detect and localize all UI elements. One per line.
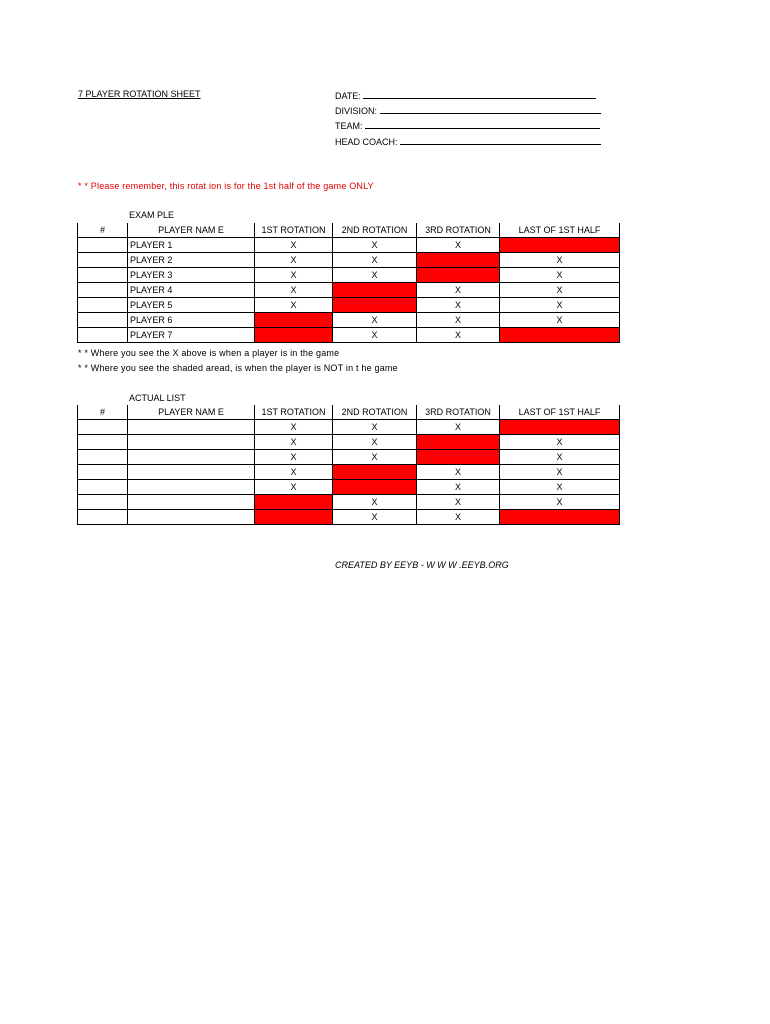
example-number-cell — [78, 283, 128, 298]
example-rotation-cell: X — [333, 268, 417, 283]
example-rotation-cell: X — [500, 313, 620, 328]
example-player-name-cell: PLAYER 3 — [128, 268, 255, 283]
example-rotation-cell: X — [417, 313, 500, 328]
example-column-header: LAST OF 1ST HALF — [500, 223, 620, 238]
example-rotation-cell: X — [417, 283, 500, 298]
actual-shaded-cell — [500, 510, 620, 525]
example-player-name-cell: PLAYER 7 — [128, 328, 255, 343]
actual-column-header: 3RD ROTATION — [417, 405, 500, 420]
actual-rotation-cell: X — [333, 435, 417, 450]
example-number-cell — [78, 313, 128, 328]
team-line[interactable] — [365, 119, 600, 129]
division-field[interactable] — [335, 104, 601, 116]
example-shaded-cell — [417, 268, 500, 283]
example-rotation-cell: X — [255, 298, 333, 313]
actual-number-cell[interactable] — [78, 465, 128, 480]
actual-rotation-cell: X — [333, 450, 417, 465]
head-coach-line[interactable] — [400, 135, 601, 145]
example-player-name-cell: PLAYER 1 — [128, 238, 255, 253]
footer-credit: CREATED BY EEYB - W W W .EEYB.ORG — [335, 560, 509, 570]
division-line[interactable] — [380, 104, 601, 114]
actual-table — [77, 405, 620, 525]
actual-shaded-cell — [255, 495, 333, 510]
example-rotation-cell: X — [333, 313, 417, 328]
actual-shaded-cell — [500, 420, 620, 435]
actual-list-label: ACTUAL LIST — [129, 393, 186, 403]
example-shaded-cell — [500, 328, 620, 343]
example-rotation-cell: X — [417, 328, 500, 343]
date-line[interactable] — [363, 89, 596, 99]
example-number-cell — [78, 268, 128, 283]
example-table-row — [78, 253, 620, 268]
actual-shaded-cell — [333, 480, 417, 495]
actual-table-row — [78, 480, 620, 495]
example-table-row — [78, 298, 620, 313]
actual-number-cell[interactable] — [78, 510, 128, 525]
actual-table-row — [78, 465, 620, 480]
example-rotation-cell: X — [255, 283, 333, 298]
example-table-row — [78, 313, 620, 328]
actual-number-cell[interactable] — [78, 435, 128, 450]
actual-column-header: # — [78, 405, 128, 420]
actual-table-row — [78, 495, 620, 510]
example-table-row — [78, 283, 620, 298]
head-coach-label: HEAD COACH: — [335, 137, 398, 147]
example-number-cell — [78, 298, 128, 313]
actual-table-row — [78, 450, 620, 465]
actual-rotation-cell: X — [500, 465, 620, 480]
example-rotation-cell: X — [255, 253, 333, 268]
example-player-name-cell: PLAYER 2 — [128, 253, 255, 268]
actual-player-name-cell[interactable] — [128, 450, 255, 465]
actual-rotation-cell: X — [255, 435, 333, 450]
legend-shaded: * * Where you see the shaded aread, is when the player is NOT in t he game — [78, 363, 398, 373]
actual-table-row — [78, 510, 620, 525]
example-table-row — [78, 268, 620, 283]
example-shaded-cell — [333, 298, 417, 313]
example-rotation-cell: X — [500, 268, 620, 283]
actual-rotation-cell: X — [500, 435, 620, 450]
actual-rotation-cell: X — [500, 450, 620, 465]
actual-player-name-cell[interactable] — [128, 495, 255, 510]
example-player-name-cell: PLAYER 4 — [128, 283, 255, 298]
date-field[interactable] — [335, 89, 596, 101]
example-rotation-cell: X — [500, 298, 620, 313]
example-rotation-cell: X — [417, 238, 500, 253]
actual-number-cell[interactable] — [78, 495, 128, 510]
example-rotation-cell: X — [417, 298, 500, 313]
example-shaded-cell — [333, 283, 417, 298]
actual-rotation-cell: X — [500, 495, 620, 510]
example-column-header: 3RD ROTATION — [417, 223, 500, 238]
example-rotation-cell: X — [500, 283, 620, 298]
actual-shaded-cell — [255, 510, 333, 525]
example-rotation-cell: X — [333, 238, 417, 253]
actual-rotation-cell: X — [255, 420, 333, 435]
actual-rotation-cell: X — [417, 465, 500, 480]
actual-number-cell[interactable] — [78, 450, 128, 465]
actual-number-cell[interactable] — [78, 420, 128, 435]
actual-header-row — [78, 405, 620, 420]
example-table-row — [78, 328, 620, 343]
example-number-cell — [78, 328, 128, 343]
team-field[interactable] — [335, 119, 600, 131]
example-number-cell — [78, 253, 128, 268]
actual-number-cell[interactable] — [78, 480, 128, 495]
actual-rotation-cell: X — [255, 465, 333, 480]
actual-rotation-cell: X — [417, 480, 500, 495]
example-rotation-cell: X — [500, 253, 620, 268]
actual-rotation-cell: X — [255, 450, 333, 465]
example-shaded-cell — [417, 253, 500, 268]
legend-x: * * Where you see the X above is when a player is in the game — [78, 348, 340, 358]
actual-shaded-cell — [417, 435, 500, 450]
team-label: TEAM: — [335, 121, 363, 131]
example-shaded-cell — [500, 238, 620, 253]
actual-table-row — [78, 435, 620, 450]
example-number-cell — [78, 238, 128, 253]
example-column-header: # — [78, 223, 128, 238]
head-coach-field[interactable] — [335, 135, 601, 147]
example-column-header: 2ND ROTATION — [333, 223, 417, 238]
actual-rotation-cell: X — [417, 510, 500, 525]
example-player-name-cell: PLAYER 6 — [128, 313, 255, 328]
actual-rotation-cell: X — [333, 420, 417, 435]
actual-player-name-cell[interactable] — [128, 480, 255, 495]
actual-rotation-cell: X — [333, 510, 417, 525]
actual-column-header: PLAYER NAM E — [128, 405, 255, 420]
example-rotation-cell: X — [333, 253, 417, 268]
date-label: DATE: — [335, 91, 361, 101]
example-shaded-cell — [255, 328, 333, 343]
actual-shaded-cell — [417, 450, 500, 465]
actual-column-header: LAST OF 1ST HALF — [500, 405, 620, 420]
example-label: EXAM PLE — [129, 210, 175, 220]
example-player-name-cell: PLAYER 5 — [128, 298, 255, 313]
actual-rotation-cell: X — [500, 480, 620, 495]
actual-table-row — [78, 420, 620, 435]
actual-rotation-cell: X — [417, 495, 500, 510]
example-column-header: PLAYER NAM E — [128, 223, 255, 238]
example-rotation-cell: X — [333, 328, 417, 343]
first-half-note: * * Please remember, this rotat ion is for the 1st half of the game ONLY — [78, 181, 374, 191]
example-shaded-cell — [255, 313, 333, 328]
actual-player-name-cell[interactable] — [128, 435, 255, 450]
actual-rotation-cell: X — [255, 480, 333, 495]
actual-player-name-cell[interactable] — [128, 465, 255, 480]
example-rotation-cell: X — [255, 268, 333, 283]
example-header-row — [78, 223, 620, 238]
example-column-header: 1ST ROTATION — [255, 223, 333, 238]
actual-player-name-cell[interactable] — [128, 510, 255, 525]
example-table — [77, 223, 620, 343]
example-table-row — [78, 238, 620, 253]
actual-rotation-cell: X — [417, 420, 500, 435]
example-rotation-cell: X — [255, 238, 333, 253]
sheet-title: 7 PLAYER ROTATION SHEET — [78, 89, 201, 99]
actual-column-header: 2ND ROTATION — [333, 405, 417, 420]
actual-column-header: 1ST ROTATION — [255, 405, 333, 420]
actual-shaded-cell — [333, 465, 417, 480]
division-label: DIVISION: — [335, 106, 378, 116]
actual-player-name-cell[interactable] — [128, 420, 255, 435]
actual-rotation-cell: X — [333, 495, 417, 510]
